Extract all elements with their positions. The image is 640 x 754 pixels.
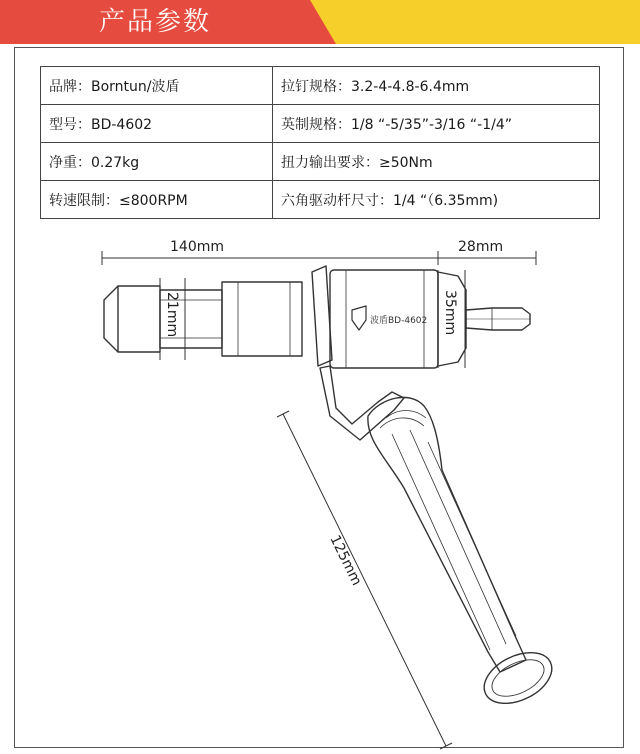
rivet-gun-drawing [0,220,640,754]
spec-table [40,66,600,219]
dimension-label-bit: 28mm [458,239,504,255]
dimension-label-nose: 21mm [164,292,180,338]
header-banner [0,0,640,44]
spec-torque: 扭力输出要求：≥50Nm [273,143,600,181]
spec-model: 型号：BD-4602 [41,105,273,143]
spec-row [41,105,600,143]
dimension-label-handle: 125mm [326,532,365,589]
handle-arm [320,366,404,440]
spec-row [41,67,600,105]
spec-weight: 净重：0.27kg [41,143,273,181]
bracket-plate [312,266,332,366]
spec-row [41,181,600,219]
spec-hex-shank: 六角驱动杆尺寸：1/4 “（6.35mm) [273,181,600,219]
spec-speed-limit: 转速限制：≤800RPM [41,181,273,219]
shield-icon [352,306,366,330]
spec-imperial-size: 英制规格：1/8 “-5/35”-3/16 “-1/4” [273,105,600,143]
page-title: 产品参数 [98,7,211,37]
spec-rivet-size: 拉钉规格：3.2-4-4.8-6.4mm [273,67,600,105]
handle-grip [368,397,526,672]
body-marking: 波盾BD-4602 [370,316,428,326]
dimension-label-length: 140mm [170,239,224,255]
dimension-label-body: 35mm [442,290,458,336]
nose-tip [104,286,160,352]
spec-brand: 品牌：Borntun/波盾 [41,67,273,105]
spec-row [41,143,600,181]
